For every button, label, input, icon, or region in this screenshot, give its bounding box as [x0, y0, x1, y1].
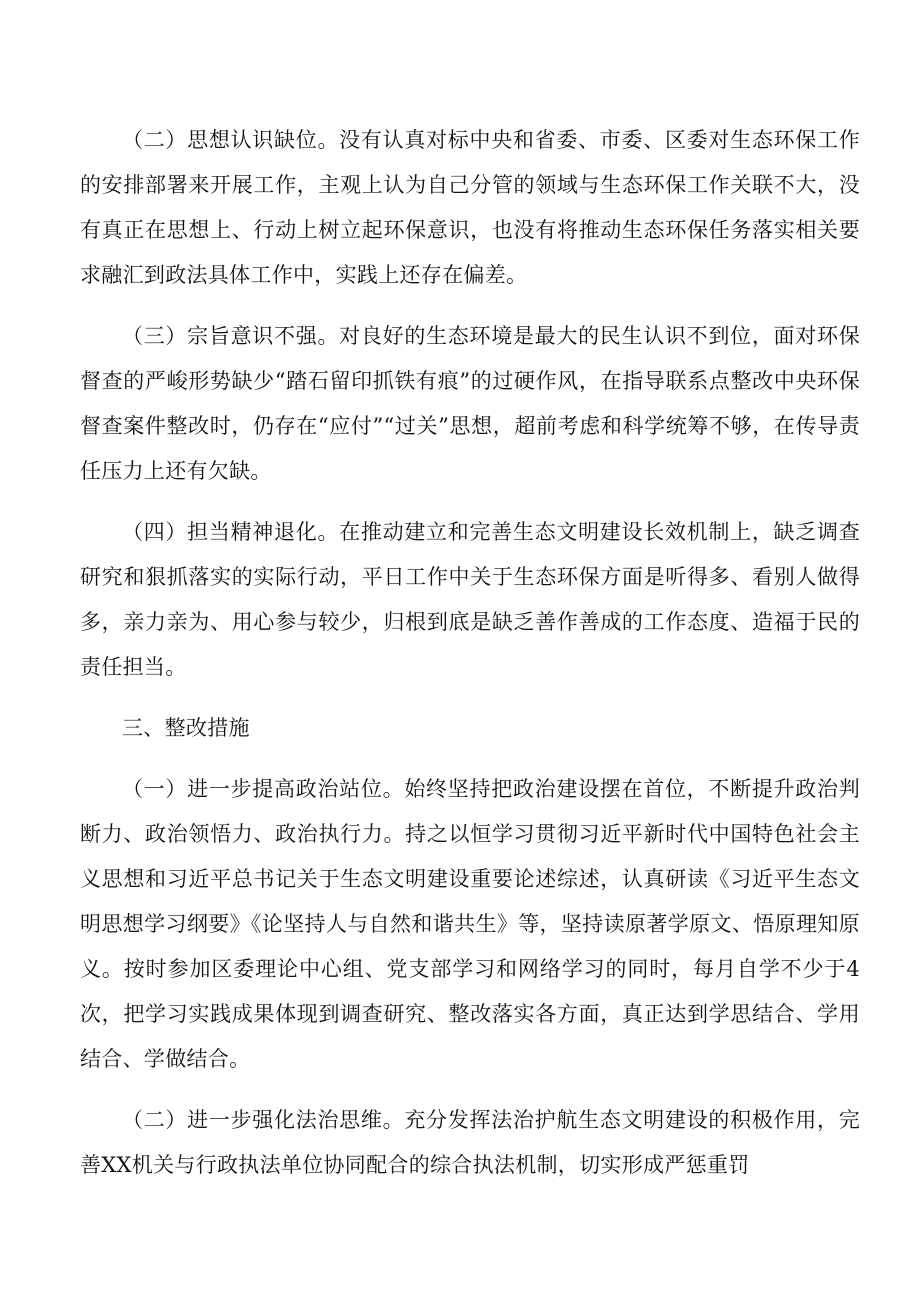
paragraph-rule-of-law-thinking: （二）进一步强化法治思维。充分发挥法治护航生态文明建设的积极作用，完善XX机关与行政执法单位协同配合的综合执法机制，切实形成严惩重罚 [80, 1108, 860, 1177]
paragraph-responsibility-spirit: （四）担当精神退化。在推动建立和完善生态文明建设长效机制上，缺乏调查研究和狠抓落实的实际行动，平日工作中关于生态环保方面是听得多、看别人做得多，亲力亲为、用心参与较少，归根到底是缺乏善作善成的工作态度、造福于民的责任担当。 [80, 520, 860, 679]
section-heading-rectification-measures: 三、整改措施 [122, 716, 250, 740]
paragraph-political-standing: （一）进一步提高政治站位。始终坚持把政治建设摆在首位，不断提升政治判断力、政治领悟力、政治执行力。持之以恒学习贯彻习近平新时代中国特色社会主义思想和习近平总书记关于生态文明建设重要论述综述，认真研读《习近平生态文明思想学习纲要》《论坚持人与自然和谐共生》等，坚持读原著学原文、悟原理知原义。按时参加区委理论中心组、党支部学习和网络学习的同时，每月自学不少于4次，把学习实践成果体现到调查研究、整改落实各方面，真正达到学思结合、学用结合、学做结合。 [80, 777, 860, 1071]
paragraph-purpose-awareness: （三）宗旨意识不强。对良好的生态环境是最大的民生认识不到位，面对环保督查的严峻形势缺少“踏石留印抓铁有痕”的过硬作风，在指导联系点整改中央环保督查案件整改时，仍存在“应付”“过关”思想，超前考虑和科学统筹不够，在传导责任压力上还有欠缺。 [80, 324, 860, 483]
paragraph-thought-awareness: （二）思想认识缺位。没有认真对标中央和省委、市委、区委对生态环保工作的安排部署来开展工作，主观上认为自己分管的领域与生态环保工作关联不大，没有真正在思想上、行动上树立起环保意识，也没有将推动生态环保任务落实相关要求融汇到政法具体工作中，实践上还存在偏差。 [80, 128, 860, 287]
document-body [80, 118, 860, 1188]
